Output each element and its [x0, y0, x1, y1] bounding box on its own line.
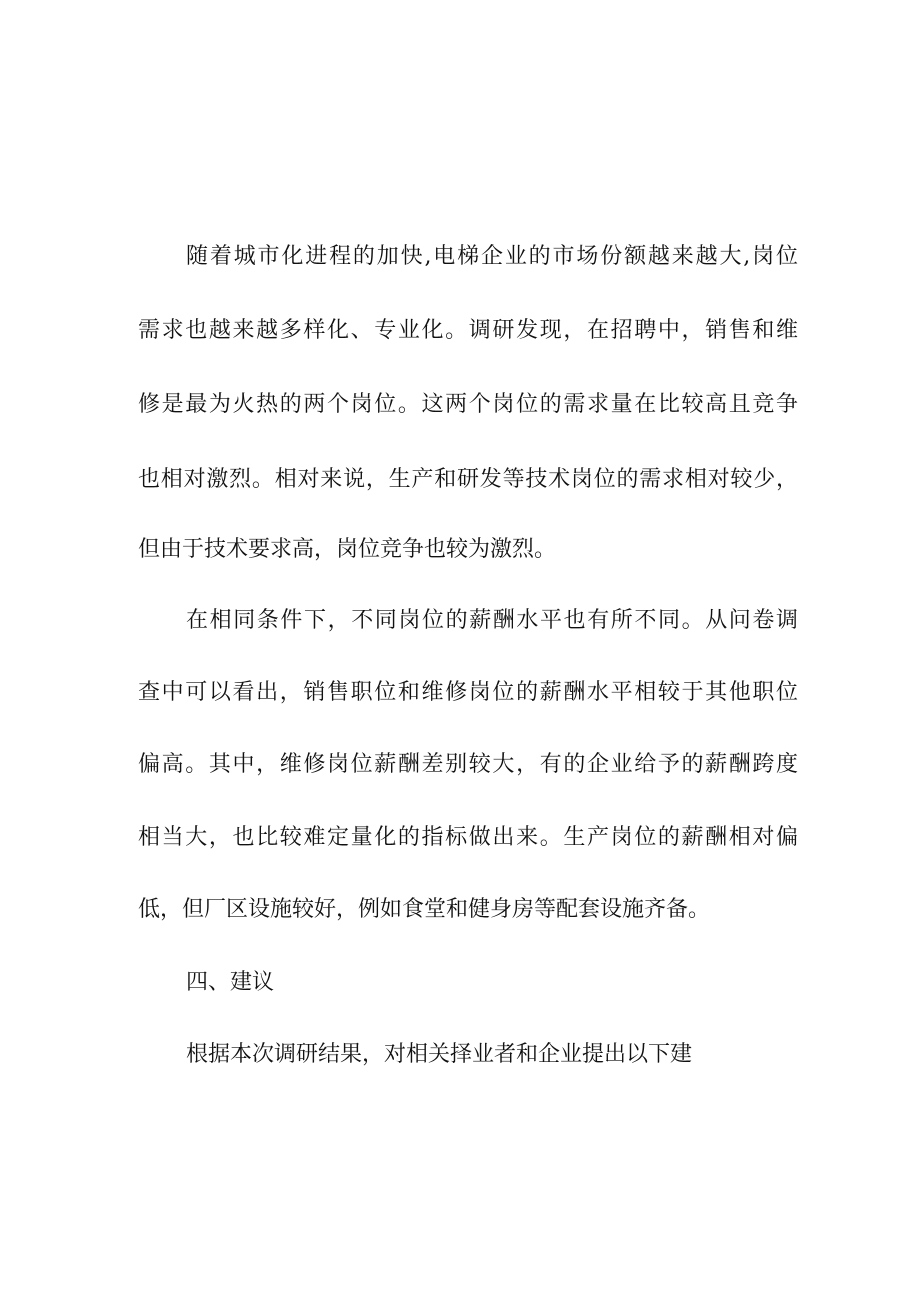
paragraph-1-line-3: 修是最为火热的两个岗位。这两个岗位的需求量在比较高且竞争: [138, 392, 798, 417]
paragraph-2-line-5: 低，但厂区设施较好，例如食堂和健身房等配套设施齐备。: [138, 897, 711, 922]
paragraph-1-line-4: 也相对激烈。相对来说，生产和研发等技术岗位的需求相对较少，: [138, 467, 798, 492]
paragraph-1-line-5: 但由于技术要求高，岗位竞争也较为激烈。: [138, 537, 557, 562]
paragraph-1-line-2: 需求也越来越多样化、专业化。调研发现，在招聘中，销售和维: [138, 318, 798, 343]
paragraph-2-line-4: 相当大，也比较难定量化的指标做出来。生产岗位的薪酬相对偏: [138, 825, 798, 850]
paragraph-2-line-3: 偏高。其中，维修岗位薪酬差别较大，有的企业给予的薪酬跨度: [138, 752, 798, 777]
paragraph-2-line-2: 查中可以看出，销售职位和维修岗位的薪酬水平相较于其他职位: [138, 680, 798, 705]
paragraph-1-line-1: 随着城市化进程的加快,电梯企业的市场份额越来越大,岗位: [186, 244, 798, 269]
paragraph-3-line-1: 根据本次调研结果，对相关择业者和企业提出以下建: [186, 1042, 693, 1067]
paragraph-2-line-1: 在相同条件下，不同岗位的薪酬水平也有所不同。从问卷调: [186, 608, 798, 633]
section-heading: 四、建议: [186, 970, 275, 995]
